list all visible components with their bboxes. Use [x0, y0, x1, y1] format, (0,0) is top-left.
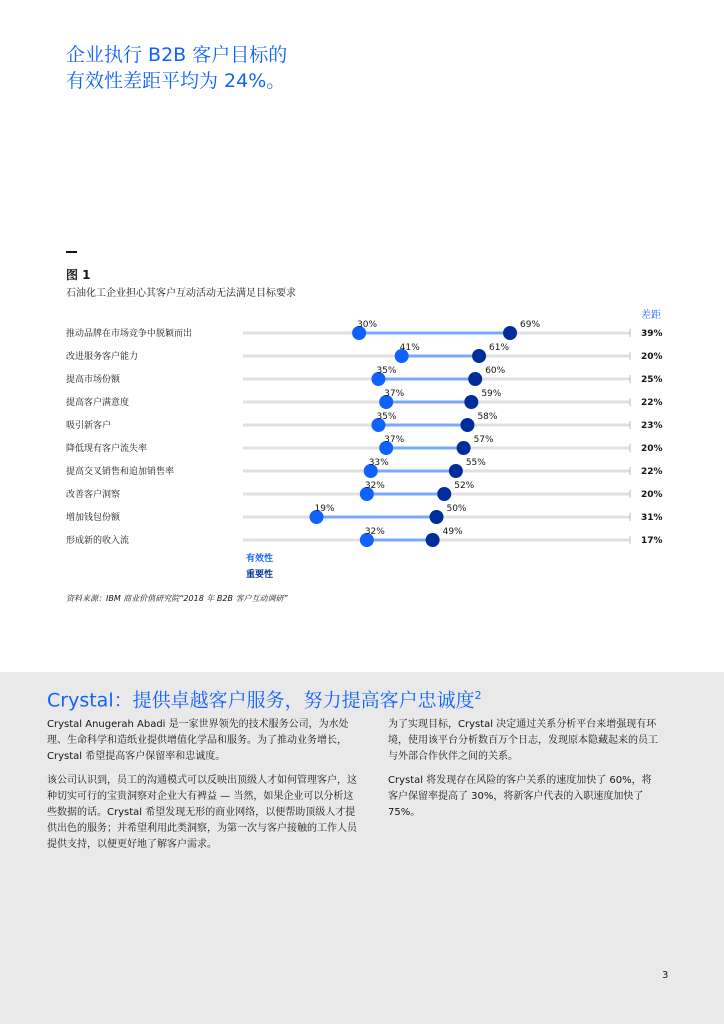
effectiveness-value-label: 37%: [384, 435, 405, 445]
importance-dot: [449, 464, 463, 478]
importance-value-label: 69%: [520, 320, 541, 330]
paragraph: Crystal Anugerah Abadi 是一家世界领先的技术服务公司，为水处理、生命科学和造纸业提供增值化学品和服务。为了推动业务增长，Crystal 希望提高客户保留率和忠诚度。: [47, 719, 349, 762]
importance-value-label: 58%: [477, 412, 498, 422]
importance-dot: [430, 510, 444, 524]
page-number: 3: [662, 970, 669, 981]
importance-dot: [426, 533, 440, 547]
importance-dot: [468, 372, 482, 386]
importance-dot: [437, 487, 451, 501]
importance-value-label: 57%: [473, 435, 494, 445]
gap-value: 17%: [641, 536, 663, 546]
importance-value-label: 59%: [481, 389, 502, 399]
importance-dot: [472, 349, 486, 363]
paragraph: Crystal 将发现存在风险的客户关系的速度加快了 60%，将客户保留率提高了 30%，将新客户代表的入职速度加快了 75%。: [388, 775, 652, 818]
gap-value: 20%: [641, 490, 663, 500]
category-label: 吸引新客户: [66, 421, 112, 431]
category-label: 增加钱包份额: [66, 513, 121, 523]
category-label: 提高市场份额: [66, 375, 121, 385]
case-study-title-text: Crystal：提供卓越客户服务，努力提高客户忠诚度: [47, 689, 475, 712]
effectiveness-value-label: 33%: [368, 458, 389, 468]
figure-title: 石油化工企业担心其客户互动活动无法满足目标要求: [66, 288, 296, 299]
importance-value-label: 60%: [485, 366, 506, 376]
importance-value-label: 52%: [454, 481, 475, 491]
importance-dot: [460, 418, 474, 432]
category-label: 提高交叉销售和追加销售率: [66, 467, 175, 477]
headline-line-2: 有效性差距平均为 24%。: [66, 70, 286, 92]
importance-value-label: 55%: [465, 458, 486, 468]
category-label: 推动品牌在市场竞争中脱颖而出: [66, 329, 193, 339]
importance-dot: [457, 441, 471, 455]
effectiveness-value-label: 30%: [357, 320, 378, 330]
gap-value: 39%: [641, 329, 663, 339]
effectiveness-value-label: 37%: [384, 389, 405, 399]
gap-value: 22%: [641, 467, 663, 477]
importance-dot: [464, 395, 478, 409]
category-label: 形成新的收入流: [66, 536, 130, 546]
importance-value-label: 49%: [442, 527, 463, 537]
category-label: 降低现有客户流失率: [66, 444, 148, 454]
figure-label: 图 1: [66, 268, 91, 282]
importance-value-label: 50%: [446, 504, 467, 514]
headline-line-1: 企业执行 B2B 客户目标的: [66, 44, 288, 66]
gap-value: 23%: [641, 421, 663, 431]
effectiveness-value-label: 19%: [314, 504, 335, 514]
chart-rows: [66, 320, 663, 547]
gap-value: 20%: [641, 444, 663, 454]
case-study-left-column: [47, 717, 359, 861]
legend-importance: 重要性: [246, 570, 274, 580]
effectiveness-value-label: 41%: [399, 343, 420, 353]
gap-header: 差距: [641, 310, 661, 321]
gap-value: 20%: [641, 352, 663, 362]
effectiveness-value-label: 35%: [376, 366, 397, 376]
case-study-title: [47, 684, 482, 712]
effectiveness-value-label: 32%: [364, 481, 385, 491]
importance-dot: [503, 326, 517, 340]
gap-value: 22%: [641, 398, 663, 408]
gap-value: 31%: [641, 513, 663, 523]
paragraph: 该公司认识到，员工的沟通模式可以反映出顶级人才如何管理客户，这种切实可行的宝贵洞察对企业大有裨益 — 当然，如果企业可以分析这些数据的话。Crystal 希望发现无形的商业网络，以便帮助顶级人才提供出色的服务；并希望利用此类洞察，为第一次与客户接触的工作人员提供支持，以便更好地了解客户需求。: [47, 775, 357, 850]
category-label: 改善客户洞察: [66, 490, 121, 500]
figure-source: 资料来源：IBM 商业价值研究院“2018 年 B2B 客户互动调研”: [66, 594, 288, 603]
gap-value: 25%: [641, 375, 663, 385]
importance-value-label: 61%: [489, 343, 510, 353]
legend-effectiveness: 有效性: [246, 554, 274, 564]
category-label: 提高客户满意度: [66, 398, 130, 408]
footnote-ref: 2: [474, 689, 482, 702]
effectiveness-value-label: 32%: [364, 527, 385, 537]
category-label: 改进服务客户能力: [66, 352, 139, 362]
case-study-right-column: [388, 717, 660, 829]
paragraph: 为了实现目标，Crystal 决定通过关系分析平台来增强现有环境，使用该平台分析数百万个日志，发现原本隐藏起来的员工与外部合作伙伴之间的关系。: [388, 719, 658, 762]
effectiveness-value-label: 35%: [376, 412, 397, 422]
